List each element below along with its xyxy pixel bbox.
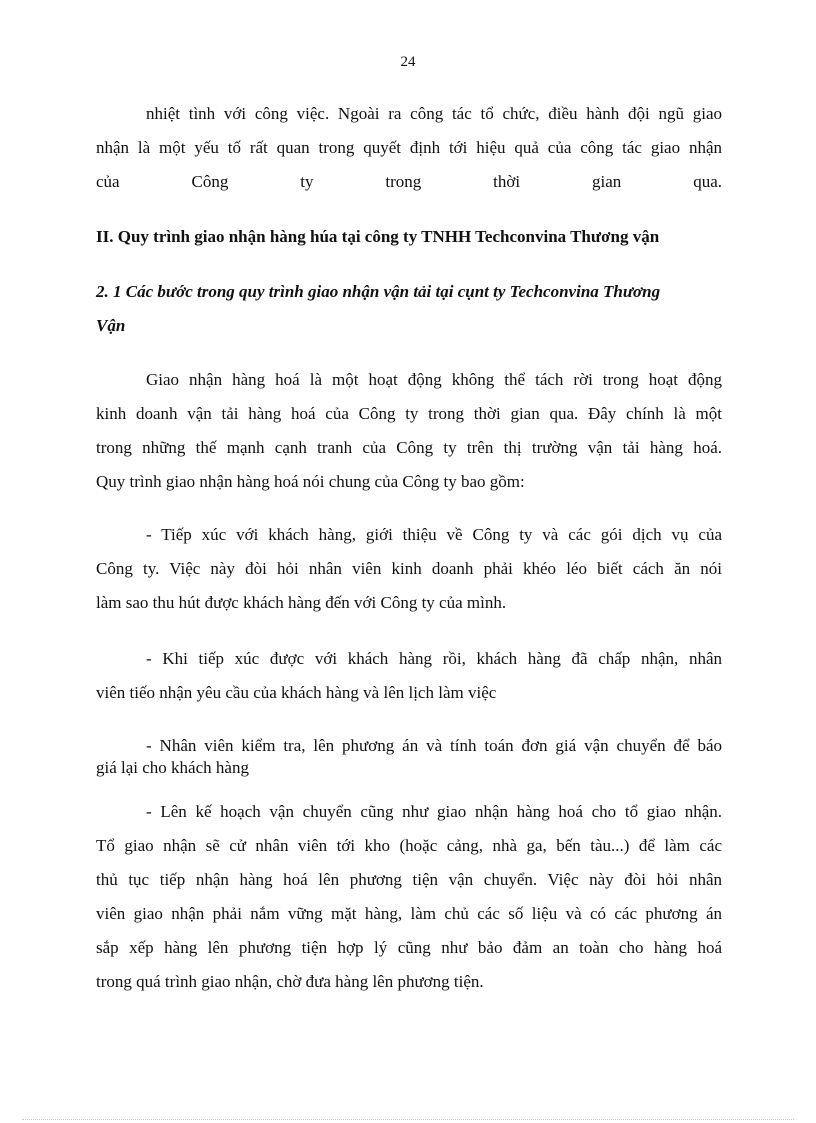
- body-paragraph: [96, 363, 722, 499]
- text-line: Giao nhận hàng hoá là một hoạt động không thể tách rời trong hoạt động: [146, 370, 722, 389]
- list-item: [96, 642, 722, 710]
- text-line: - Khi tiếp xúc được với khách hàng rồi, khách hàng đã chấp nhận, nhân: [146, 649, 722, 668]
- text-line: của Công ty trong thời gian qua.: [96, 172, 722, 191]
- text-line: nhiệt tình với công việc. Ngoài ra công tác tổ chức, điều hành đội ngũ giao: [146, 104, 722, 123]
- list-item: [96, 735, 722, 779]
- text-line: Vận: [96, 316, 126, 335]
- subsection-heading: [96, 275, 722, 343]
- text-line: nhận là một yếu tố rất quan trong quyết định tới hiệu quả của công tác giao nhận: [96, 138, 722, 157]
- text-line: II. Quy trình giao nhận hàng húa tại công ty TNHH Techconvina Thương vận: [96, 227, 660, 246]
- section-heading: [96, 220, 722, 254]
- text-line: 2. 1 Các bước trong quy trình giao nhận vận tải tại cụnt ty Techconvina Thương: [96, 282, 661, 301]
- page-number: 24: [400, 54, 416, 70]
- text-line: viên giao nhận phải nắm vững mặt hàng, làm chủ các số liệu và có các phương án: [96, 904, 722, 923]
- text-line: sắp xếp hàng lên phương tiện hợp lý cũng như bảo đảm an toàn cho hàng hoá: [96, 938, 722, 957]
- intro-paragraph: [96, 97, 722, 199]
- text-line: giá lại cho khách hàng: [96, 758, 249, 777]
- text-line: thủ tục tiếp nhận hàng hoá lên phương tiện vận chuyển. Việc này đòi hỏi nhân: [96, 870, 722, 889]
- text-line: Tổ giao nhận sẽ cử nhân viên tới kho (hoặc cảng, nhà ga, bến tàu...) để làm các: [96, 836, 722, 855]
- text-line: viên tiếo nhận yêu cầu của khách hàng và lên lịch làm việc: [96, 683, 497, 702]
- text-line: - Lên kế hoạch vận chuyển cũng như giao nhận hàng hoá cho tổ giao nhận.: [146, 802, 722, 821]
- text-line: Quy trình giao nhận hàng hoá nói chung của Công ty bao gồm:: [96, 472, 525, 491]
- text-line: trong quá trình giao nhận, chờ đưa hàng lên phương tiện.: [96, 972, 484, 991]
- list-item: [96, 518, 722, 620]
- text-line: - Tiếp xúc với khách hàng, giới thiệu về Công ty và các gói dịch vụ của: [146, 525, 722, 544]
- list-item: [96, 795, 722, 999]
- text-line: trong những thế mạnh cạnh tranh của Công ty trên thị trường vận tải hàng hoá.: [96, 438, 722, 457]
- text-line: làm sao thu hút được khách hàng đến với Công ty của mình.: [96, 593, 507, 612]
- footer-divider: [22, 1119, 794, 1120]
- text-line: Công ty. Việc này đòi hỏi nhân viên kinh doanh phải khéo léo biết cách ăn nói: [96, 559, 722, 578]
- text-line: kinh doanh vận tải hàng hoá của Công ty trong thời gian qua. Đây chính là một: [96, 404, 722, 423]
- text-line: - Nhân viên kiểm tra, lên phương án và tính toán đơn giá vận chuyển để báo: [146, 736, 722, 755]
